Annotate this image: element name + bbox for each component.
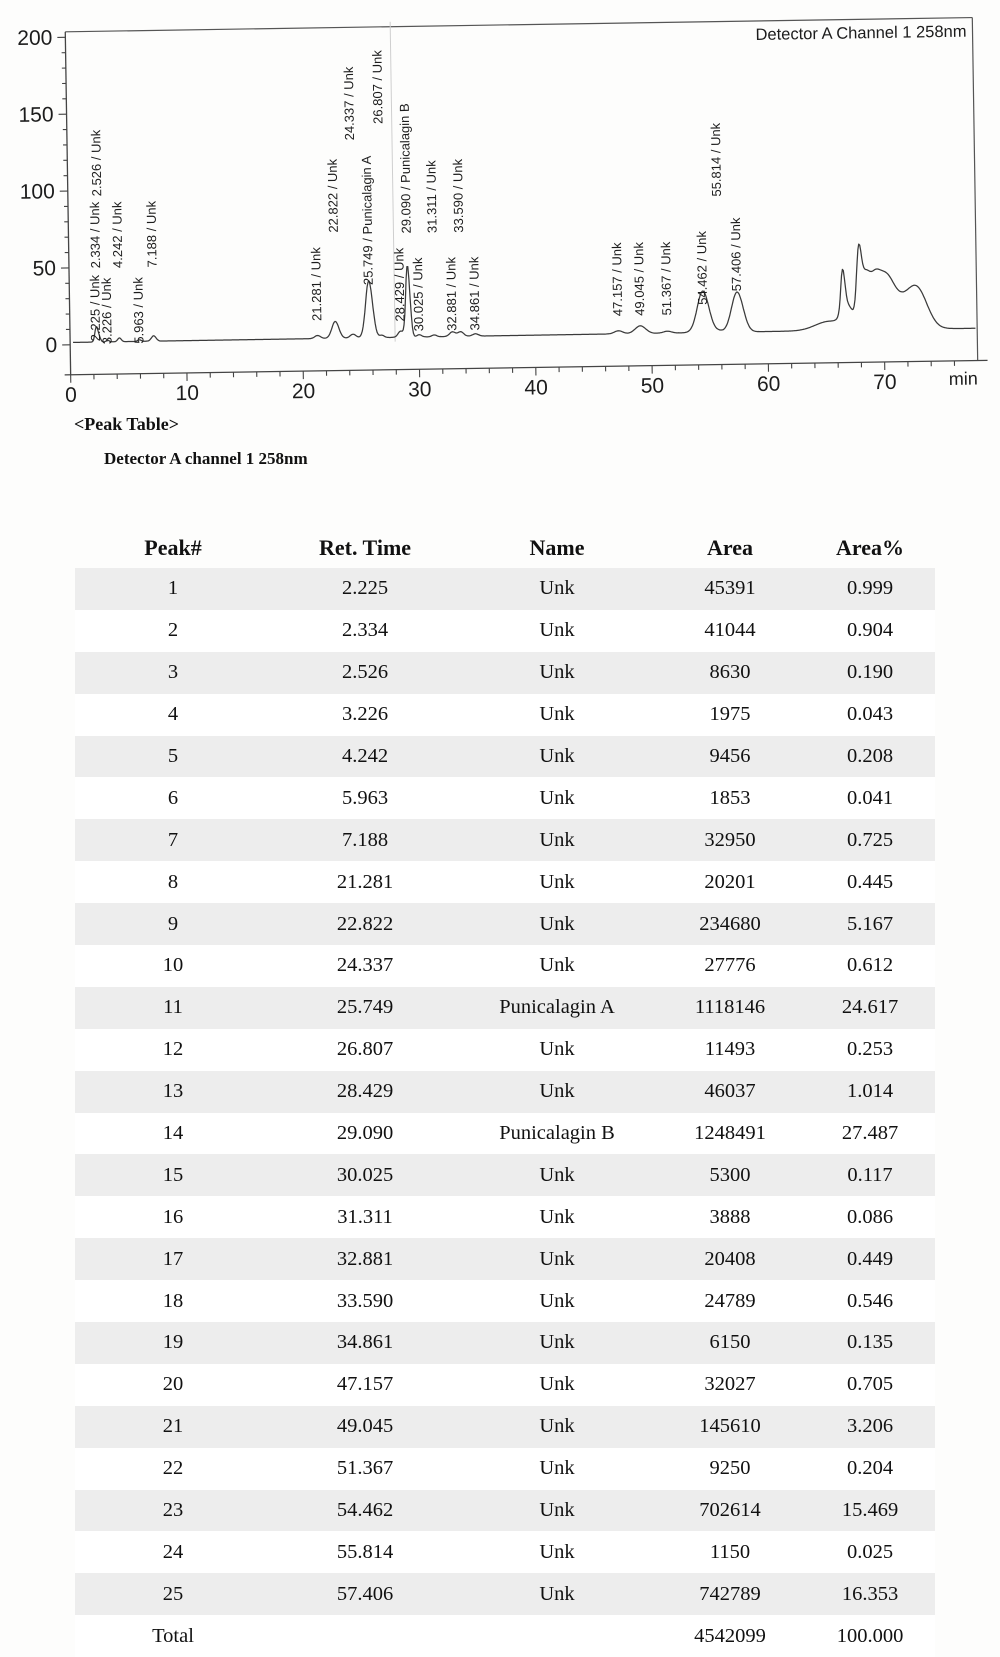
table-cell: 2 <box>167 619 179 642</box>
peak-annotation-label: 54.462 / Unk <box>693 231 711 305</box>
table-cell: 31.311 <box>337 1205 393 1228</box>
table-cell: 12 <box>162 1038 184 1061</box>
table-row <box>75 1196 935 1238</box>
x-tick-label: 30 <box>407 378 432 402</box>
peak-annotation-label: 25.749 / Punicalagin A <box>358 155 376 286</box>
table-row <box>75 903 935 945</box>
peak-table-body <box>75 568 935 1657</box>
table-row <box>75 652 935 694</box>
table-cell: Unk <box>539 745 575 767</box>
table-cell: 10 <box>162 954 184 977</box>
table-cell: 8630 <box>709 661 751 684</box>
table-cell: 23 <box>162 1499 184 1522</box>
peak-annotation-label: 57.406 / Unk <box>727 217 745 292</box>
table-cell: 24.337 <box>336 954 394 977</box>
table-cell: Unk <box>539 1038 575 1061</box>
table-cell: Unk <box>539 1582 575 1605</box>
table-row <box>75 777 935 819</box>
table-cell: Unk <box>539 577 575 600</box>
table-cell: Unk <box>539 1373 575 1396</box>
table-cell: 6150 <box>709 1331 751 1354</box>
table-cell: 24.617 <box>841 996 899 1019</box>
table-cell: 26.807 <box>336 1038 394 1061</box>
peak-annotation-label: 26.807 / Unk <box>369 50 386 125</box>
table-row <box>75 819 935 861</box>
peak-table <box>75 528 935 1657</box>
table-cell: 0.546 <box>846 1289 894 1312</box>
table-row <box>75 945 935 987</box>
table-cell: Unk <box>539 703 575 726</box>
table-cell: Total <box>152 1624 194 1647</box>
table-cell: 32027 <box>704 1373 756 1396</box>
table-cell: 20 <box>162 1373 184 1396</box>
table-cell: 11493 <box>704 1038 756 1061</box>
table-cell: 5.963 <box>341 786 389 809</box>
table-cell: 0.449 <box>846 1247 894 1270</box>
peak-table-header-row <box>75 528 935 568</box>
table-cell: 145610 <box>699 1415 761 1438</box>
peak-annotation-label: 29.090 / Punicalagin B <box>396 103 414 234</box>
table-cell: 41044 <box>704 619 756 642</box>
table-cell: 742789 <box>699 1582 761 1605</box>
table-cell: 20201 <box>704 870 756 893</box>
peak-annotation-label: 5.963 / Unk <box>130 277 147 344</box>
table-cell: 9250 <box>709 1457 751 1480</box>
table-row <box>75 1154 935 1196</box>
table-cell: 25.749 <box>336 996 394 1019</box>
table-cell: Unk <box>539 786 575 809</box>
table-cell: 2.526 <box>341 661 389 684</box>
table-cell: 702614 <box>699 1499 761 1522</box>
y-tick-label: 150 <box>18 103 54 127</box>
y-tick-label: 200 <box>17 26 53 51</box>
peak-annotation-label: 51.367 / Unk <box>658 241 675 316</box>
table-cell: 34.861 <box>336 1331 394 1354</box>
table-cell: 0.041 <box>846 786 894 809</box>
column-header: Area% <box>835 535 905 560</box>
total-row <box>75 1615 935 1657</box>
table-row <box>75 861 935 903</box>
peak-annotation-label: 55.814 / Unk <box>707 122 725 197</box>
peak-annotation-label: 24.337 / Unk <box>340 66 358 141</box>
table-cell: 7.188 <box>341 828 389 851</box>
table-cell: 8 <box>167 870 179 893</box>
table-cell: Unk <box>539 954 575 977</box>
table-cell: 0.204 <box>846 1457 894 1480</box>
peak-annotation-label: 28.429 / Unk <box>391 247 408 322</box>
table-cell: 1975 <box>709 703 751 726</box>
chromatogram-chart <box>0 0 1000 413</box>
peak-annotation-label: 4.242 / Unk <box>109 201 126 269</box>
table-cell: 0.612 <box>846 954 894 977</box>
peak-annotation-label: 2.334 / Unk <box>87 201 104 269</box>
y-tick-label: 50 <box>32 257 57 281</box>
table-cell: Unk <box>539 1457 575 1480</box>
table-cell: Unk <box>539 1540 575 1563</box>
column-header: Peak# <box>144 535 202 560</box>
table-cell: 15.469 <box>841 1499 899 1522</box>
table-cell: 0.904 <box>846 619 894 642</box>
peak-annotation-label: 33.590 / Unk <box>450 158 467 233</box>
table-cell: 57.406 <box>336 1582 394 1605</box>
table-cell: 100.000 <box>836 1624 904 1647</box>
table-cell: 1853 <box>709 786 751 809</box>
table-cell: 27.487 <box>841 1122 899 1145</box>
table-cell: 6 <box>167 786 179 809</box>
table-cell: 5 <box>167 745 179 767</box>
table-cell: 47.157 <box>336 1373 394 1396</box>
table-cell: Unk <box>539 1080 575 1103</box>
table-cell: Unk <box>539 1289 575 1312</box>
table-row <box>75 1406 935 1448</box>
peak-annotation-label: 7.188 / Unk <box>143 200 160 268</box>
x-tick-label: 60 <box>756 372 781 396</box>
table-row <box>75 1113 935 1155</box>
column-header: Ret. Time <box>318 535 412 560</box>
y-tick-label: 100 <box>19 180 55 204</box>
table-cell: 18 <box>162 1289 184 1312</box>
table-cell: 22.822 <box>336 912 394 935</box>
table-cell: 1.014 <box>846 1080 894 1103</box>
table-cell: 2.334 <box>341 619 389 642</box>
table-cell: 32.881 <box>336 1247 394 1270</box>
table-cell: 27776 <box>704 954 756 977</box>
table-cell: 5.167 <box>846 912 894 935</box>
peak-annotation-label: 2.225 / Unk <box>86 274 104 342</box>
table-row <box>75 568 935 610</box>
table-cell: 20408 <box>704 1247 756 1270</box>
table-cell: 51.367 <box>336 1457 394 1480</box>
table-cell: 0.725 <box>846 828 894 851</box>
peak-annotation-label: 49.045 / Unk <box>631 241 648 316</box>
table-cell: 3888 <box>709 1205 751 1228</box>
table-cell: 1248491 <box>694 1122 766 1145</box>
table-cell: 3.226 <box>341 703 389 726</box>
chromatogram-trace <box>72 242 976 345</box>
table-cell: 0.025 <box>846 1540 894 1563</box>
peak-annotation-label: 22.822 / Unk <box>324 158 341 233</box>
table-row <box>75 1029 935 1071</box>
table-cell: 3 <box>167 661 179 684</box>
table-cell: 1118146 <box>694 996 766 1019</box>
table-cell: 3.206 <box>846 1415 894 1438</box>
table-cell: 28.429 <box>336 1080 394 1103</box>
plot-right-border <box>972 18 977 361</box>
table-cell: 32950 <box>704 828 756 851</box>
table-cell: 13 <box>162 1080 184 1103</box>
table-cell: 0.208 <box>846 745 894 767</box>
table-cell: 45391 <box>704 577 756 600</box>
table-cell: 7 <box>167 828 179 851</box>
x-tick-label: 0 <box>64 383 77 407</box>
table-row <box>75 1490 935 1532</box>
table-cell: 4 <box>167 703 179 726</box>
table-row <box>75 1071 935 1113</box>
table-row <box>75 1364 935 1406</box>
table-cell: 1150 <box>709 1540 751 1563</box>
y-tick-label: 0 <box>45 333 58 358</box>
table-cell: 0.999 <box>846 577 894 600</box>
table-cell: 0.190 <box>846 661 894 684</box>
column-header: Name <box>529 535 585 560</box>
table-cell: 46037 <box>704 1080 756 1103</box>
table-cell: 14 <box>162 1122 184 1145</box>
x-tick-label: 20 <box>291 379 316 404</box>
table-cell: 0.705 <box>846 1373 894 1396</box>
table-row <box>75 1531 935 1573</box>
peak-annotation-label: 2.526 / Unk <box>88 129 105 197</box>
table-row <box>75 1280 935 1322</box>
table-cell: 17 <box>162 1247 184 1270</box>
chromatogram-svg <box>0 0 1000 413</box>
table-cell: Unk <box>539 828 575 851</box>
table-cell: 24 <box>162 1540 184 1563</box>
x-tick-label: 70 <box>873 370 897 395</box>
table-cell: 9456 <box>709 745 751 767</box>
column-header: Area <box>706 535 754 560</box>
peak-table-heading: <Peak Table> <box>74 414 180 434</box>
detector-subheading: Detector A channel 1 258nm <box>104 449 308 468</box>
table-cell: 22 <box>162 1457 184 1480</box>
detector-title: Detector A Channel 1 258nm <box>755 22 967 44</box>
table-cell: Unk <box>539 1205 575 1228</box>
table-row <box>75 610 935 652</box>
table-cell: 0.117 <box>847 1163 893 1186</box>
table-cell: Unk <box>539 1499 575 1522</box>
table-cell: Unk <box>539 1331 575 1354</box>
peak-annotation-label: 30.025 / Unk <box>410 257 427 332</box>
table-cell: 55.814 <box>336 1540 394 1563</box>
table-cell: Unk <box>539 1247 575 1270</box>
table-cell: 11 <box>163 996 183 1019</box>
table-cell: 16 <box>162 1205 184 1228</box>
table-cell: Unk <box>539 1163 575 1186</box>
table-row <box>75 736 935 778</box>
table-cell: 33.590 <box>336 1289 394 1312</box>
table-row <box>75 1573 935 1615</box>
table-row <box>75 694 935 736</box>
table-cell: Punicalagin B <box>499 1122 615 1145</box>
table-row <box>75 987 935 1029</box>
table-cell: Unk <box>539 870 575 893</box>
table-cell: 4.242 <box>341 745 389 767</box>
table-cell: Unk <box>539 661 575 684</box>
table-cell: 15 <box>162 1163 184 1186</box>
table-cell: 54.462 <box>336 1499 394 1522</box>
x-tick-label: 40 <box>524 376 548 400</box>
table-cell: 1 <box>167 577 179 600</box>
table-row <box>75 1448 935 1490</box>
peak-annotation-label: 32.881 / Unk <box>443 256 460 331</box>
x-tick-label: 10 <box>175 381 200 406</box>
table-cell: 0.043 <box>846 703 894 726</box>
peak-annotation-label: 34.861 / Unk <box>466 256 483 331</box>
peak-annotation-label: 31.311 / Unk <box>423 160 440 234</box>
x-axis-unit-label: min <box>948 368 978 389</box>
table-cell: 24789 <box>704 1289 756 1312</box>
table-cell: 0.086 <box>846 1205 894 1228</box>
table-cell: Punicalagin A <box>499 996 615 1019</box>
x-axis-line <box>65 360 988 374</box>
table-row <box>75 1238 935 1280</box>
table-cell: Unk <box>539 619 575 642</box>
table-cell: 5300 <box>709 1163 751 1186</box>
table-cell: 21.281 <box>336 870 394 893</box>
table-cell: 25 <box>162 1582 184 1605</box>
peak-annotation-label: 21.281 / Unk <box>308 247 325 322</box>
table-cell: 2.225 <box>341 577 389 600</box>
table-cell: 49.045 <box>336 1415 394 1438</box>
table-cell: 0.253 <box>846 1038 894 1061</box>
table-cell: 9 <box>167 912 179 935</box>
x-tick-label: 50 <box>640 374 665 398</box>
table-cell: 29.090 <box>336 1122 394 1145</box>
table-cell: 0.445 <box>846 870 894 893</box>
table-cell: 30.025 <box>336 1163 394 1186</box>
table-cell: Unk <box>539 1415 575 1438</box>
table-cell: Unk <box>539 912 575 935</box>
table-cell: 234680 <box>699 912 761 935</box>
peak-annotation-label: 47.157 / Unk <box>609 242 626 317</box>
table-cell: 21 <box>162 1415 184 1438</box>
table-cell: 19 <box>162 1331 184 1354</box>
peak-annotation-label: 3.226 / Unk <box>98 277 115 345</box>
table-row <box>75 1322 935 1364</box>
table-cell: 4542099 <box>694 1624 766 1647</box>
table-cell: 0.135 <box>846 1331 894 1354</box>
table-cell: 16.353 <box>841 1582 899 1605</box>
